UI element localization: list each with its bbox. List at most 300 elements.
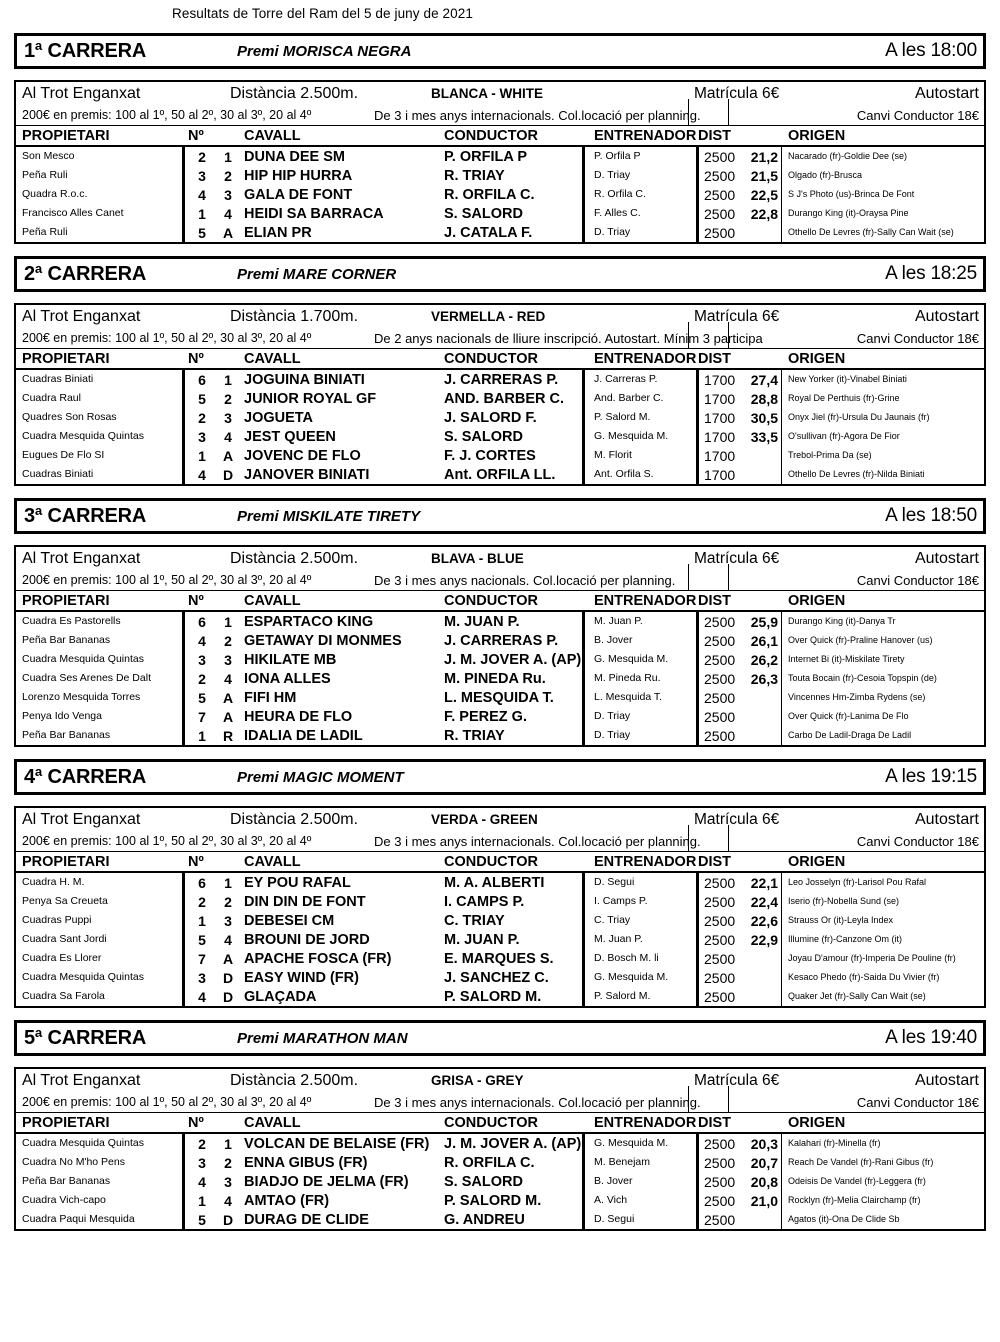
race-info-secondary — [16, 1092, 984, 1112]
entry-number: 6 — [198, 372, 206, 388]
race-entries-2 — [14, 370, 986, 486]
race-prizes: 200€ en premis: 100 al 1º, 50 al 2º, 30 al 3º, 20 al 4º — [22, 834, 312, 848]
entry-driver: F. PEREZ G. — [444, 709, 527, 725]
info-divider-2 — [728, 322, 729, 348]
entry-driver: J. M. JOVER A. (AP) — [444, 1136, 582, 1152]
entry-time: 25,9 — [750, 614, 778, 630]
table-row[interactable] — [16, 408, 984, 427]
entry-owner: Lorenzo Mesquida Torres — [22, 691, 141, 703]
entry-dist: 1700 — [704, 448, 736, 464]
entry-owner: Son Mesco — [22, 150, 75, 162]
table-row[interactable] — [16, 631, 984, 650]
race-info-primary — [16, 1069, 984, 1092]
table-row[interactable] — [16, 166, 984, 185]
entry-number: 4 — [198, 467, 206, 483]
entry-dist: 2500 — [704, 652, 736, 668]
column-header-driver: CONDUCTOR — [444, 854, 538, 870]
race-matricula: Matrícula 6€ — [694, 1071, 780, 1089]
entry-trainer: J. Carreras P. — [594, 373, 658, 385]
entry-trainer: M. Juan P. — [594, 615, 643, 627]
entry-time: 22,6 — [750, 913, 778, 929]
entry-time: 26,3 — [750, 671, 778, 687]
table-row[interactable] — [16, 204, 984, 223]
race-banner-5 — [14, 1020, 986, 1056]
table-row[interactable] — [16, 465, 984, 484]
entry-trainer: D. Segui — [594, 876, 635, 888]
table-row[interactable] — [16, 650, 984, 669]
entry-horse: GALA DE FONT — [244, 187, 353, 203]
entry-trainer: D. Triay — [594, 169, 631, 181]
entry-origin: Odeisis De Vandel (fr)-Leggera (fr) — [788, 1176, 926, 1186]
column-header-owner: PROPIETARI — [22, 593, 110, 609]
entry-trainer: P. Orfila P — [594, 150, 641, 162]
entry-driver: J. CATALA F. — [444, 225, 533, 241]
entry-time: 20,8 — [750, 1174, 778, 1190]
entry-origin: Over Quick (fr)-Praline Hanover (us) — [788, 635, 933, 645]
entry-origin: Illumine (fr)-Canzone Om (it) — [788, 934, 903, 944]
column-header-driver: CONDUCTOR — [444, 593, 538, 609]
race-premi: Premi MORISCA NEGRA — [237, 42, 412, 60]
column-header-dist: DIST — [698, 854, 732, 870]
race-banner-1 — [14, 33, 986, 69]
info-divider-2 — [728, 825, 729, 851]
entry-owner: Cuadra Sa Farola — [22, 990, 105, 1002]
entry-origin: Kesaco Phedo (fr)-Saida Du Vivier (fr) — [788, 972, 940, 982]
column-header-horse: CAVALL — [244, 854, 301, 870]
entry-dist: 1700 — [704, 410, 736, 426]
race-info-primary — [16, 305, 984, 328]
entry-place: 2 — [224, 633, 232, 649]
table-row[interactable] — [16, 688, 984, 707]
entry-number: 4 — [198, 633, 206, 649]
race-entries-1 — [14, 147, 986, 244]
race-prizes: 200€ en premis: 100 al 1º, 50 al 2º, 30 al 3º, 20 al 4º — [22, 331, 312, 345]
entry-trainer: M. Juan P. — [594, 933, 643, 945]
entry-dist: 2500 — [704, 614, 736, 630]
race-banner-3 — [14, 498, 986, 534]
entry-horse: DEBESEI CM — [244, 913, 335, 929]
entry-place: 2 — [224, 894, 232, 910]
entry-horse: BIADJO DE JELMA (FR) — [244, 1174, 409, 1190]
entry-owner: Cuadras Biniati — [22, 468, 94, 480]
table-row[interactable] — [16, 726, 984, 745]
entry-number: 1 — [198, 206, 206, 222]
entry-horse: APACHE FOSCA (FR) — [244, 951, 392, 967]
column-header-row — [16, 590, 984, 612]
entry-trainer: M. Florit — [594, 449, 632, 461]
race-start-type: Autostart — [914, 307, 979, 325]
entry-horse: EY POU RAFAL — [244, 875, 351, 891]
entry-place: A — [222, 225, 234, 241]
column-header-trainer: ENTRENADOR — [594, 351, 697, 367]
entry-number: 3 — [198, 168, 206, 184]
table-row[interactable] — [16, 987, 984, 1006]
entry-driver: S. SALORD — [444, 206, 523, 222]
entry-origin: Kalahari (fr)-Minella (fr) — [788, 1138, 881, 1148]
entry-time: 20,7 — [750, 1155, 778, 1171]
entry-place: 4 — [224, 429, 232, 445]
entry-place: R — [222, 728, 234, 744]
column-header-row — [16, 851, 984, 873]
entry-owner: Cuadra Mesquida Quintas — [22, 1137, 144, 1149]
entry-dist: 1700 — [704, 429, 736, 445]
column-header-owner: PROPIETARI — [22, 1115, 110, 1131]
race-color: VERMELLA - RED — [431, 309, 546, 324]
entry-dist: 2500 — [704, 225, 736, 241]
column-header-dist: DIST — [698, 351, 732, 367]
column-header-trainer: ENTRENADOR — [594, 128, 697, 144]
entry-dist: 2500 — [704, 1193, 736, 1209]
entry-origin: Quaker Jet (fr)-Sally Can Wait (se) — [788, 991, 926, 1001]
entry-place: D — [222, 989, 234, 1005]
entry-horse: IONA ALLES — [244, 671, 331, 687]
entry-number: 7 — [198, 951, 206, 967]
entry-number: 3 — [198, 652, 206, 668]
entry-number: 5 — [198, 1212, 206, 1228]
entry-owner: Cuadra Sant Jordi — [22, 933, 107, 945]
entry-horse: BROUNI DE JORD — [244, 932, 370, 948]
entry-origin: Iserio (fr)-Nobella Sund (se) — [788, 896, 900, 906]
entry-dist: 2500 — [704, 875, 736, 891]
entry-origin: Touta Bocain (fr)-Cesoia Topspin (de) — [788, 673, 937, 683]
entry-owner: Cuadra Ses Arenes De Dalt — [22, 672, 151, 684]
entry-horse: DIN DIN DE FONT — [244, 894, 366, 910]
race-section-4 — [14, 759, 986, 1008]
race-info-2 — [14, 303, 986, 370]
entry-time: 22,5 — [750, 187, 778, 203]
entry-number: 7 — [198, 709, 206, 725]
entry-origin: Reach De Vandel (fr)-Rani Gibus (fr) — [788, 1157, 934, 1167]
entry-dist: 2500 — [704, 187, 736, 203]
race-label: 1ª CARRERA — [24, 39, 147, 62]
race-driver-change: Canvi Conductor 18€ — [856, 833, 979, 849]
race-info-secondary — [16, 831, 984, 851]
race-modality: Al Trot Enganxat — [22, 549, 141, 567]
column-header-dist: DIST — [698, 593, 732, 609]
race-conditions: De 3 i mes anys internacionals. Col.locació per planning. — [374, 833, 701, 849]
column-header-number: Nº — [188, 1115, 204, 1131]
column-header-owner: PROPIETARI — [22, 351, 110, 367]
entry-trainer: L. Mesquida T. — [594, 691, 663, 703]
entry-place: D — [222, 1212, 234, 1228]
entry-place: 4 — [224, 1193, 232, 1209]
entry-driver: S. SALORD — [444, 429, 523, 445]
entry-horse: ELIAN PR — [244, 225, 312, 241]
race-modality: Al Trot Enganxat — [22, 1071, 141, 1089]
column-header-row — [16, 1112, 984, 1134]
entry-place: A — [222, 951, 234, 967]
race-section-5 — [14, 1020, 986, 1231]
entry-origin: Trebol-Prima Da (se) — [788, 450, 872, 460]
table-row[interactable] — [16, 949, 984, 968]
entry-place: 4 — [224, 671, 232, 687]
table-row[interactable] — [16, 370, 984, 389]
column-header-driver: CONDUCTOR — [444, 351, 538, 367]
entry-time: 20,3 — [750, 1136, 778, 1152]
race-conditions: De 3 i mes anys internacionals. Col.locació per planning. — [374, 1094, 701, 1110]
column-header-number: Nº — [188, 593, 204, 609]
entry-time: 26,1 — [750, 633, 778, 649]
entry-time: 22,1 — [750, 875, 778, 891]
entry-horse: GLAÇADA — [244, 989, 317, 1005]
entry-driver: AND. BARBER C. — [444, 391, 565, 407]
table-row[interactable] — [16, 1153, 984, 1172]
entry-place: 3 — [224, 913, 232, 929]
entry-owner: Cuadra Paqui Mesquida — [22, 1213, 135, 1225]
entry-driver: S. SALORD — [444, 1174, 523, 1190]
race-start-type: Autostart — [914, 810, 979, 828]
table-row[interactable] — [16, 873, 984, 892]
entry-place: 4 — [224, 932, 232, 948]
race-driver-change: Canvi Conductor 18€ — [856, 1094, 979, 1110]
table-row[interactable] — [16, 147, 984, 166]
race-distance: Distància 2.500m. — [230, 84, 359, 102]
race-info-secondary — [16, 105, 984, 125]
entry-horse: HEURA DE FLO — [244, 709, 353, 725]
entry-origin: Strauss Or (it)-Leyla Index — [788, 915, 894, 925]
entry-dist: 2500 — [704, 1136, 736, 1152]
entry-origin: O'sullivan (fr)-Agora De Fior — [788, 431, 900, 441]
entry-trainer: D. Triay — [594, 226, 631, 238]
entry-trainer: G. Mesquida M. — [594, 971, 669, 983]
column-header-driver: CONDUCTOR — [444, 1115, 538, 1131]
race-start-type: Autostart — [914, 549, 979, 567]
race-label: 4ª CARRERA — [24, 765, 147, 788]
column-header-origin: ORIGEN — [788, 593, 846, 609]
entry-number: 5 — [198, 932, 206, 948]
race-modality: Al Trot Enganxat — [22, 307, 141, 325]
table-row[interactable] — [16, 1210, 984, 1229]
entry-place: 2 — [224, 1155, 232, 1171]
table-row[interactable] — [16, 427, 984, 446]
race-entries-4 — [14, 873, 986, 1008]
entry-owner: Peña Bar Bananas — [22, 634, 111, 646]
entry-horse: ESPARTACO KING — [244, 614, 374, 630]
entry-place: 1 — [224, 149, 232, 165]
entry-place: A — [222, 448, 234, 464]
entry-dist: 2500 — [704, 671, 736, 687]
column-header-owner: PROPIETARI — [22, 128, 110, 144]
entry-owner: Cuadra Raul — [22, 392, 81, 404]
entry-dist: 2500 — [704, 951, 736, 967]
entry-driver: F. J. CORTES — [444, 448, 536, 464]
entry-trainer: M. Pineda Ru. — [594, 672, 661, 684]
entry-trainer: P. Salord M. — [594, 411, 651, 423]
entry-place: 1 — [224, 1136, 232, 1152]
entry-driver: E. MARQUES S. — [444, 951, 554, 967]
entry-horse: HEIDI SA BARRACA — [244, 206, 384, 222]
entry-dist: 2500 — [704, 1212, 736, 1228]
entry-horse: EASY WIND (FR) — [244, 970, 359, 986]
table-row[interactable] — [16, 185, 984, 204]
entry-place: 3 — [224, 1174, 232, 1190]
entry-number: 5 — [198, 690, 206, 706]
entry-horse: JUNIOR ROYAL GF — [244, 391, 377, 407]
entry-horse: HIP HIP HURRA — [244, 168, 353, 184]
race-entries-3 — [14, 612, 986, 747]
race-info-3 — [14, 545, 986, 612]
entry-origin: Agatos (it)-Ona De Clide Sb — [788, 1214, 900, 1224]
entry-number: 1 — [198, 913, 206, 929]
column-header-origin: ORIGEN — [788, 1115, 846, 1131]
entry-horse: JOGUINA BINIATI — [244, 372, 365, 388]
entry-number: 1 — [198, 448, 206, 464]
entry-horse: FIFI HM — [244, 690, 297, 706]
entry-dist: 2500 — [704, 690, 736, 706]
info-divider-2 — [728, 564, 729, 590]
entry-driver: R. TRIAY — [444, 168, 505, 184]
entry-origin: Internet Bi (it)-Miskilate Tirety — [788, 654, 905, 664]
race-matricula: Matrícula 6€ — [694, 810, 780, 828]
entry-driver: M. A. ALBERTI — [444, 875, 545, 891]
race-conditions: De 3 i mes anys nacionals. Col.locació per planning. — [374, 572, 676, 588]
entry-place: A — [222, 690, 234, 706]
info-divider-1 — [688, 99, 689, 125]
entry-owner: Quadra R.o.c. — [22, 188, 88, 200]
entry-horse: DURAG DE CLIDE — [244, 1212, 369, 1228]
info-divider-1 — [688, 322, 689, 348]
entry-owner: Peña Ruli — [22, 169, 68, 181]
entry-dist: 2500 — [704, 728, 736, 744]
race-label: 5ª CARRERA — [24, 1026, 147, 1049]
race-banner-2 — [14, 256, 986, 292]
column-header-row — [16, 125, 984, 147]
entry-time: 33,5 — [750, 429, 778, 445]
table-row[interactable] — [16, 1191, 984, 1210]
page-title: Resultats de Torre del Ram del 5 de juny de 2021 — [172, 6, 473, 21]
entry-horse: DUNA DEE SM — [244, 149, 345, 165]
entry-number: 3 — [198, 429, 206, 445]
entry-driver: J. SALORD F. — [444, 410, 537, 426]
entry-horse: IDALIA DE LADIL — [244, 728, 363, 744]
entry-trainer: B. Jover — [594, 634, 633, 646]
entry-horse: JOGUETA — [244, 410, 314, 426]
entry-trainer: D. Triay — [594, 710, 631, 722]
entry-driver: R. ORFILA C. — [444, 187, 535, 203]
entry-number: 6 — [198, 875, 206, 891]
entry-driver: L. MESQUIDA T. — [444, 690, 554, 706]
entry-dist: 1700 — [704, 467, 736, 483]
table-row[interactable] — [16, 707, 984, 726]
entry-place: D — [222, 467, 234, 483]
entry-horse: AMTAO (FR) — [244, 1193, 330, 1209]
entry-origin: Carbo De Ladil-Draga De Ladil — [788, 730, 912, 740]
race-info-4 — [14, 806, 986, 873]
entry-origin: Rocklyn (fr)-Melia Clairchamp (fr) — [788, 1195, 921, 1205]
table-row[interactable] — [16, 892, 984, 911]
entry-trainer: B. Jover — [594, 1175, 633, 1187]
entry-owner: Francisco Alles Canet — [22, 207, 124, 219]
entry-dist: 1700 — [704, 391, 736, 407]
entry-time: 21,0 — [750, 1193, 778, 1209]
table-row[interactable] — [16, 968, 984, 987]
race-banner-4 — [14, 759, 986, 795]
table-row[interactable] — [16, 446, 984, 465]
race-prizes: 200€ en premis: 100 al 1º, 50 al 2º, 30 al 3º, 20 al 4º — [22, 108, 312, 122]
entry-origin: Joyau D'amour (fr)-Imperia De Pouline (fr) — [788, 953, 956, 963]
entry-driver: J. M. JOVER A. (AP) — [444, 652, 582, 668]
race-info-5 — [14, 1067, 986, 1134]
race-premi: Premi MARE CORNER — [237, 265, 397, 283]
entry-number: 1 — [198, 728, 206, 744]
entry-dist: 2500 — [704, 1155, 736, 1171]
entry-time: 22,8 — [750, 206, 778, 222]
race-start-type: Autostart — [914, 84, 979, 102]
race-start-type: Autostart — [914, 1071, 979, 1089]
table-row[interactable] — [16, 669, 984, 688]
entry-owner: Cuadra Mesquida Quintas — [22, 971, 144, 983]
entry-driver: G. ANDREU — [444, 1212, 525, 1228]
entry-trainer: And. Barber C. — [594, 392, 664, 404]
race-info-primary — [16, 82, 984, 105]
entry-time: 28,8 — [750, 391, 778, 407]
entry-number: 5 — [198, 225, 206, 241]
race-info-secondary — [16, 328, 984, 348]
entry-horse: HIKILATE MB — [244, 652, 337, 668]
entry-place: 2 — [224, 391, 232, 407]
entry-number: 5 — [198, 391, 206, 407]
entry-number: 2 — [198, 671, 206, 687]
entry-driver: P. SALORD M. — [444, 989, 542, 1005]
entry-origin: Over Quick (fr)-Lanima De Flo — [788, 711, 909, 721]
table-row[interactable] — [16, 389, 984, 408]
race-matricula: Matrícula 6€ — [694, 307, 780, 325]
table-row[interactable] — [16, 1172, 984, 1191]
entry-time: 21,2 — [750, 149, 778, 165]
table-row[interactable] — [16, 930, 984, 949]
column-header-dist: DIST — [698, 1115, 732, 1131]
entry-horse: JANOVER BINIATI — [244, 467, 370, 483]
entry-number: 4 — [198, 187, 206, 203]
entry-dist: 2500 — [704, 894, 736, 910]
entry-place: 3 — [224, 410, 232, 426]
table-row[interactable] — [16, 223, 984, 242]
column-header-origin: ORIGEN — [788, 351, 846, 367]
column-header-horse: CAVALL — [244, 351, 301, 367]
race-label: 2ª CARRERA — [24, 262, 147, 285]
entry-trainer: G. Mesquida M. — [594, 1137, 669, 1149]
table-row[interactable] — [16, 612, 984, 631]
entry-place: D — [222, 970, 234, 986]
table-row[interactable] — [16, 911, 984, 930]
column-header-horse: CAVALL — [244, 128, 301, 144]
entry-horse: JEST QUEEN — [244, 429, 336, 445]
race-distance: Distància 1.700m. — [230, 307, 359, 325]
table-row[interactable] — [16, 1134, 984, 1153]
column-header-number: Nº — [188, 128, 204, 144]
entry-dist: 2500 — [704, 633, 736, 649]
entry-owner: Cuadra Mesquida Quintas — [22, 430, 144, 442]
race-distance: Distància 2.500m. — [230, 1071, 359, 1089]
entry-origin: S J's Photo (us)-Brinca De Font — [788, 189, 915, 199]
column-header-trainer: ENTRENADOR — [594, 1115, 697, 1131]
race-premi: Premi MARATHON MAN — [237, 1029, 408, 1047]
column-header-horse: CAVALL — [244, 593, 301, 609]
info-divider-1 — [688, 825, 689, 851]
race-time: A les 18:25 — [885, 263, 977, 284]
entry-origin: Nacarado (fr)-Goldie Dee (se) — [788, 151, 908, 161]
entry-dist: 2500 — [704, 989, 736, 1005]
race-premi: Premi MAGIC MOMENT — [237, 768, 404, 786]
entry-dist: 2500 — [704, 168, 736, 184]
entry-origin: Durango King (it)-Danya Tr — [788, 616, 896, 626]
entry-place: 3 — [224, 652, 232, 668]
race-conditions: De 3 i mes anys internacionals. Col.locació per planning. — [374, 107, 701, 123]
entry-owner: Cuadras Biniati — [22, 373, 94, 385]
race-section-3 — [14, 498, 986, 747]
entry-origin: Othello De Levres (fr)-Nilda Biniati — [788, 469, 925, 479]
entry-owner: Cuadra Es Pastorells — [22, 615, 121, 627]
